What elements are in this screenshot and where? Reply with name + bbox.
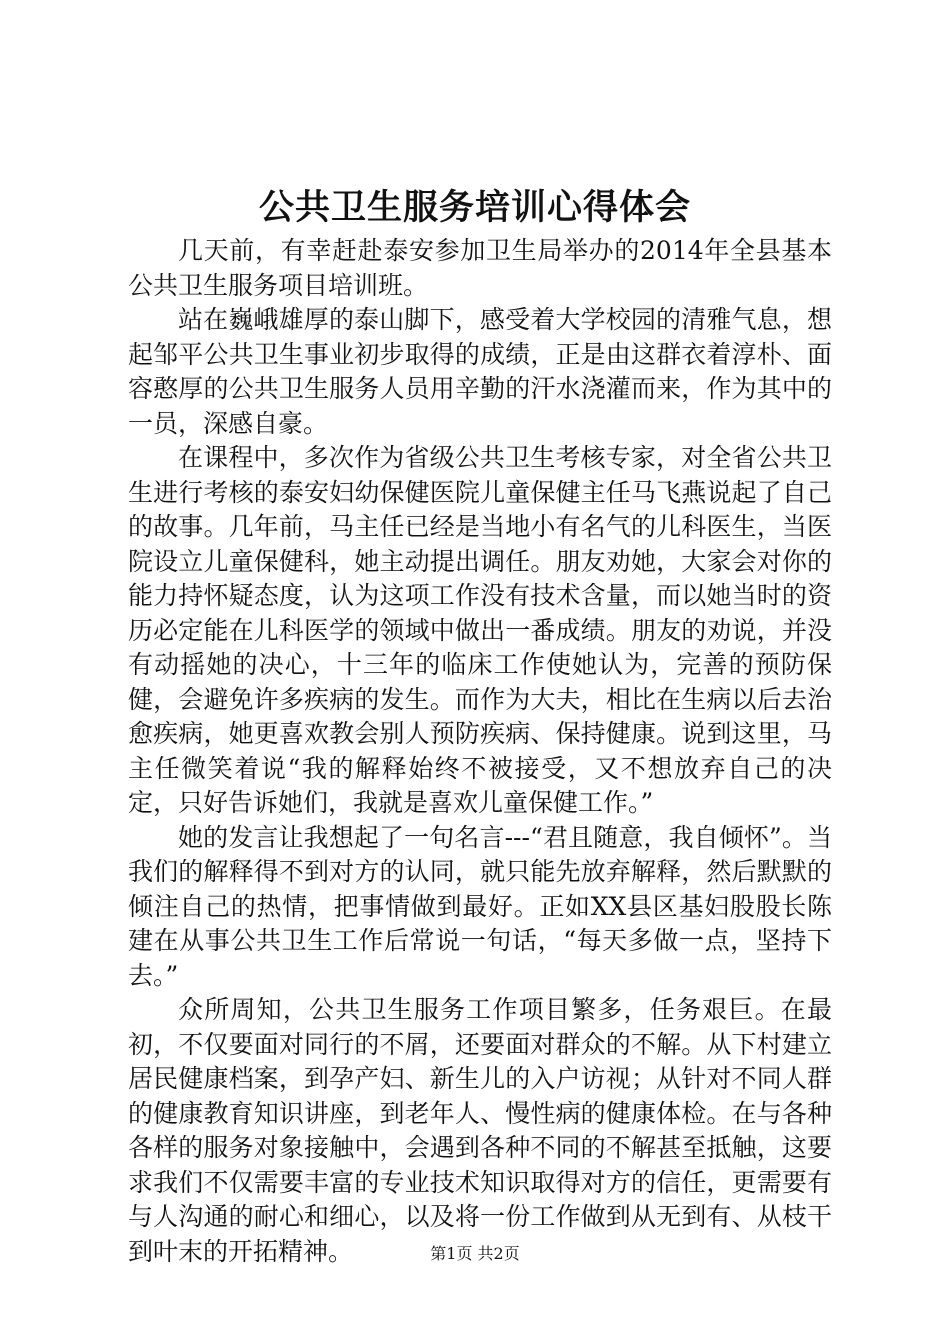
document-title: 公共卫生服务培训心得体会 <box>258 187 691 228</box>
paragraph: 几天前，有幸赶赴泰安参加卫生局举办的2014年全县基本公共卫生服务项目培训班。 <box>128 236 832 300</box>
paragraph: 她的发言让我想起了一句名言---“君且随意，我自倾怀”。当我们的解释得不到对方的认同，就只能先放弃解释，然后默默的倾注自己的热情，把事情做到最好。正如XX县区基妇股股长陈建在从事公共卫生工作后常说一句话，“每天多做一点，坚持下去。” <box>128 822 832 990</box>
paragraph: 在课程中，多次作为省级公共卫生考核专家，对全省公共卫生进行考核的泰安妇幼保健医院儿童保健主任马飞燕说起了自己的故事。几年前，马主任已经是当地小有名气的儿科医生，当医院设立儿童保健科，她主动提出调任。朋友劝她，大家会对你的能力持怀疑态度，认为这项工作没有技术含量，而以她当时的资历必定能在儿科医学的领域中做出一番成绩。朋友的劝说，并没有动摇她的决心，十三年的临床工作使她认为，完善的预防保健，会避免许多疾病的发生。而作为大夫，相比在生病以后去治愈疾病，她更喜欢教会别人预防疾病、保持健康。说到这里，马主任微笑着说“我的解释始终不被接受，又不想放弃自己的决定，只好告诉她们，我就是喜欢儿童保健工作。” <box>128 443 832 817</box>
page-number-footer: 第1页 共2页 <box>430 1244 520 1263</box>
document-body <box>128 234 832 1269</box>
paragraph: 站在巍峨雄厚的泰山脚下，感受着大学校园的清雅气息，想起邹平公共卫生事业初步取得的成绩，正是由这群衣着淳朴、面容憨厚的公共卫生服务人员用辛勤的汗水浇灌而来，作为其中的一员，深感自豪。 <box>128 305 832 438</box>
paragraph: 众所周知，公共卫生服务工作项目繁多，任务艰巨。在最初，不仅要面对同行的不屑，还要面对群众的不解。从下村建立居民健康档案，到孕产妇、新生儿的入户访视；从针对不同人群的健康教育知识讲座，到老年人、慢性病的健康体检。在与各种各样的服务对象接触中，会遇到各种不同的不解甚至抵触，这要求我们不仅需要丰富的专业技术知识取得对方的信任，更需要有与人沟通的耐心和细心，以及将一份工作做到从无到有、从枝干到叶末的开拓精神。 <box>128 995 832 1266</box>
